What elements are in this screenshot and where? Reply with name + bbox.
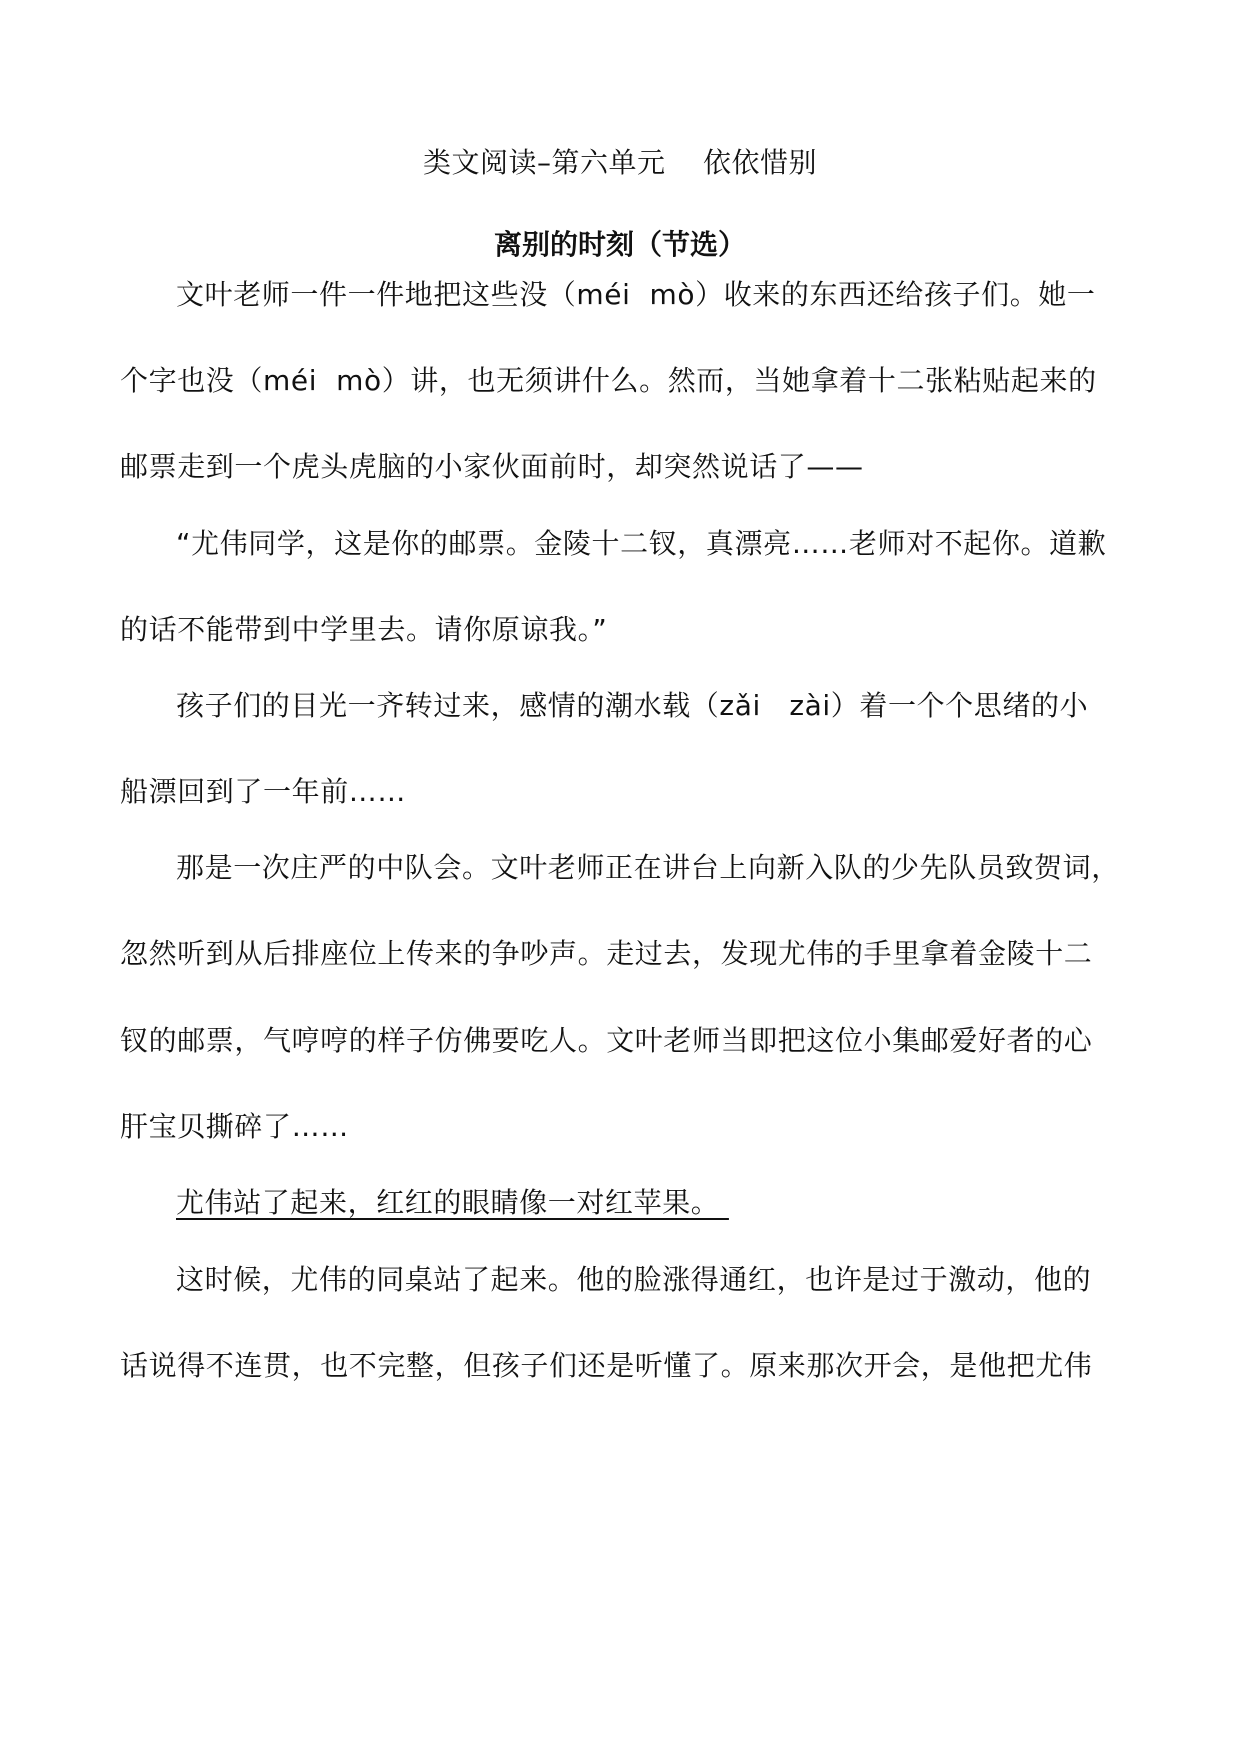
text-line: 个字也没（méi mò）讲，也无须讲什么。然而，当她拿着十二张粘贴起来的 xyxy=(120,364,1097,397)
text-line: 钗的邮票，气哼哼的样子仿佛要吃人。文叶老师当即把这位小集邮爱好者的心 xyxy=(120,1024,1093,1057)
text-line: 孩子们的目光一齐转过来，感情的潮水载（zǎi zài）着一个个思绪的小 xyxy=(176,689,1089,722)
text-line: 船漂回到了一年前…… xyxy=(120,775,407,808)
unit-title: 类文阅读–第六单元 依依惜别 xyxy=(422,146,818,179)
underlined-sentence: 尤伟站了起来，红红的眼睛像一对红苹果。 xyxy=(176,1186,729,1219)
text-line: 肝宝贝撕碎了…… xyxy=(120,1110,349,1143)
text-line: 这时候，尤伟的同桌站了起来。他的脸涨得通红，也许是过于激动，他的 xyxy=(176,1263,1092,1296)
text-line: 话说得不连贯，也不完整，但孩子们还是听懂了。原来那次开会，是他把尤伟 xyxy=(120,1349,1093,1382)
article-title: 离别的时刻（节选） xyxy=(493,228,746,261)
text-line: 忽然听到从后排座位上传来的争吵声。走过去，发现尤伟的手里拿着金陵十二 xyxy=(120,937,1093,970)
text-line: 那是一次庄严的中队会。文叶老师正在讲台上向新入队的少先队员致贺词， xyxy=(176,851,1120,884)
text-line: “尤伟同学，这是你的邮票。金陵十二钗，真漂亮……老师对不起你。道歉 xyxy=(176,527,1107,560)
text-line: 文叶老师一件一件地把这些没（méi mò）收来的东西还给孩子们。她一 xyxy=(176,278,1096,311)
text-line: 邮票走到一个虎头虎脑的小家伙面前时，却突然说话了—— xyxy=(120,450,864,483)
text-line: 的话不能带到中学里去。请你原谅我。” xyxy=(120,613,608,646)
